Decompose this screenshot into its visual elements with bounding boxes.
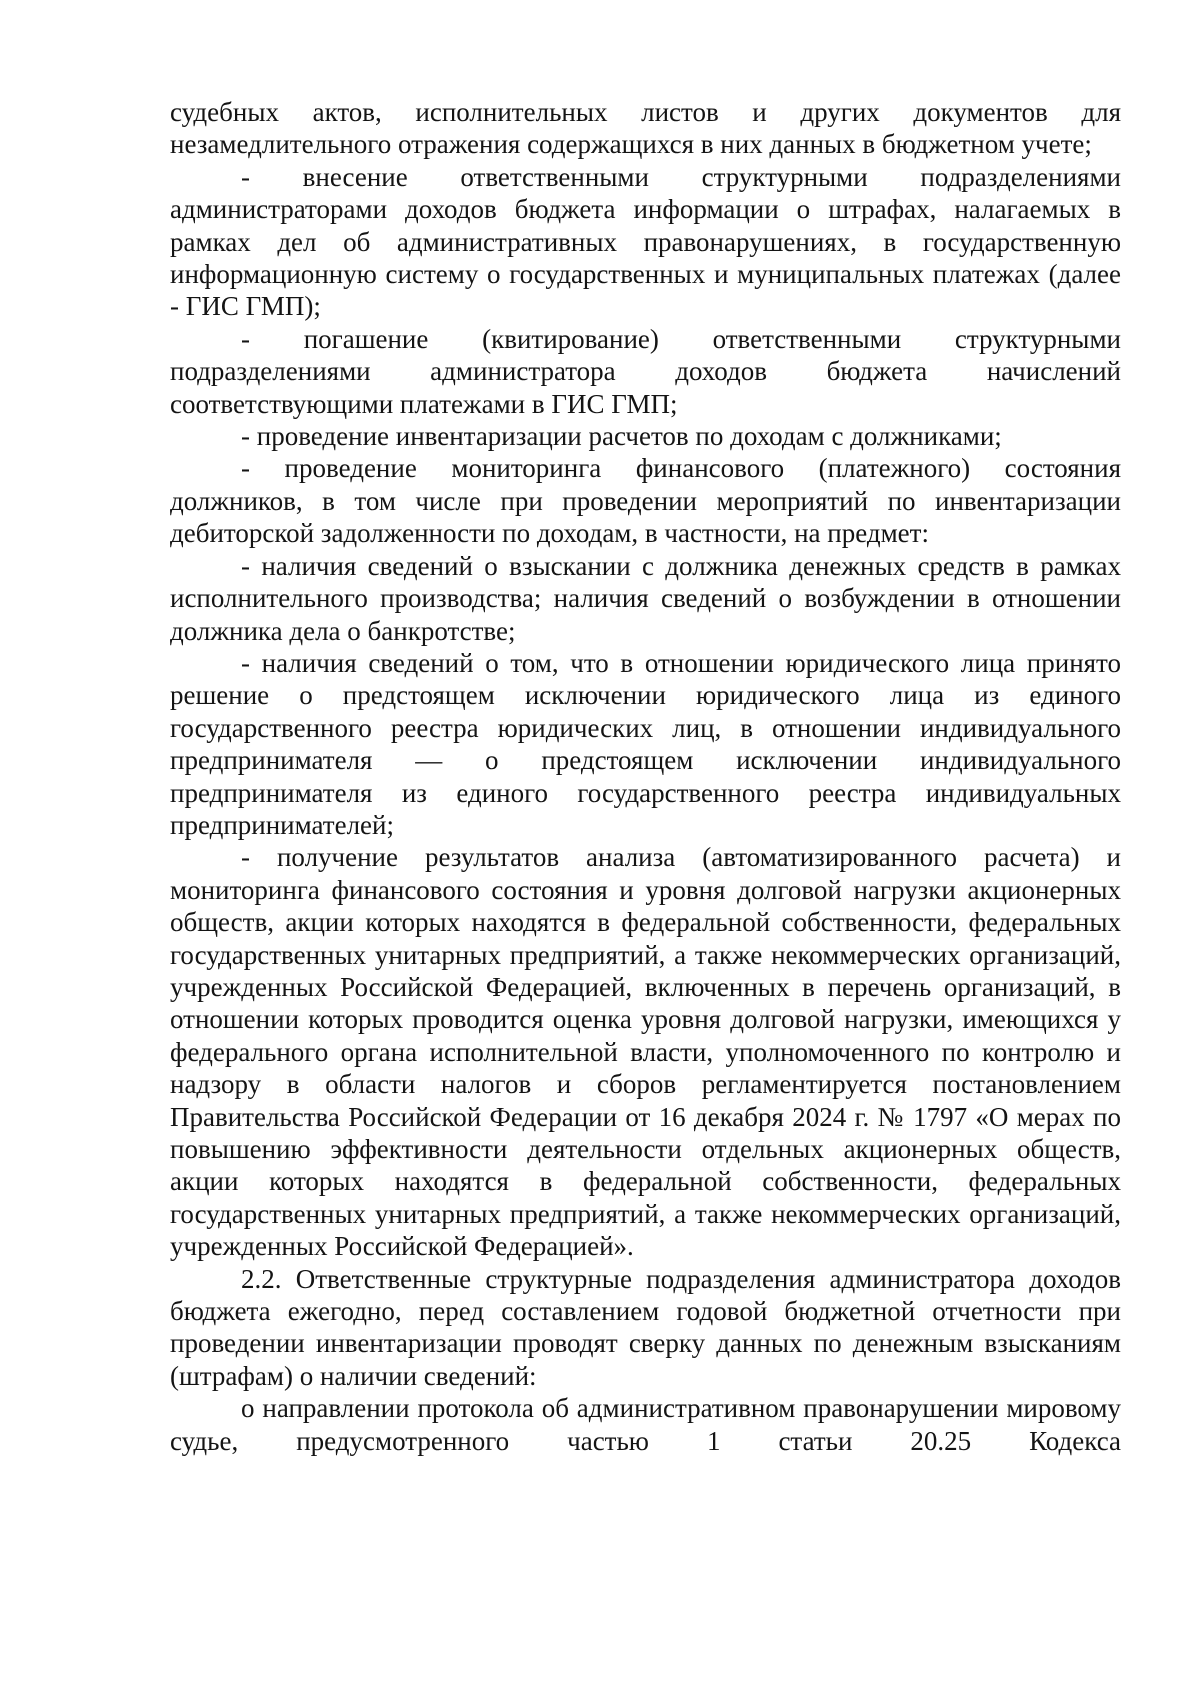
paragraph-monitoring-debtors: - проведение мониторинга финансового (платежного) состояния должников, в том числе при проведении мероприятий по инвентаризации дебиторской задолженности по доходам, в частности, на предмет: — [170, 453, 1121, 549]
paragraph-inventory-debtors: - проведение инвентаризации расчетов по доходам с должниками; — [241, 421, 1002, 452]
paragraph-settlement-quittance: - погашение (квитирование) ответственными структурными подразделениями администратора доходов бюджета начислений соответствующими платежами в ГИС ГМП; — [170, 323, 1121, 419]
paragraph-enforcement-bankruptcy: - наличия сведений о взыскании с должника денежных средств в рамках исполнительного производства; наличия сведений о возбуждении в отношении должника дела о банкротстве; — [170, 550, 1121, 646]
paragraph-register-exclusion: - наличия сведений о том, что в отношении юридического лица принято решение о предстоящем исключении юридического лица из единого государственного реестра юридических лиц, в отношении индивидуального предпринимателя — о предстоящем исключении индивидуального предпринимателя из единого государственного реестра индивидуальных предпринимателей; — [170, 647, 1121, 840]
paragraph-court-documents: судебных актов, исполнительных листов и других документов для незамедлительного отражения содержащихся в них данных в бюджетном учете; — [170, 97, 1121, 160]
paragraph-debt-load-analysis: - получение результатов анализа (автоматизированного расчета) и мониторинга финансового состояния и уровня долговой нагрузки акционерных обществ, акции которых находятся в федеральной собственности, федеральных государственных унитарных предприятий, а также некоммерческих организаций, учрежденных Российской Федерацией, включенных в перечень организаций, в отношении которых проводится оценка уровня долговой нагрузки, имеющихся у федерального органа исполнительной власти, уполномоченного по контролю и надзору в области налогов и сборов регламентируется постановлением Правительства Российской Федерации от 16 декабря 2024 г. № 1797 «О мерах по повышению эффективности деятельности отдельных акционерных обществ, акции которых находятся в федеральной собственности, федеральных государственных унитарных предприятий, а также некоммерческих организаций, учрежденных Российской Федерацией». — [170, 842, 1121, 1262]
paragraph-protocol-direction: о направлении протокола об административном правонарушении мировому судье, предусмотренного частью 1 статьи 20.25 Кодекса — [170, 1393, 1121, 1456]
document-page — [170, 96, 1121, 1457]
section-2-2-paragraph: 2.2. Ответственные структурные подразделения администратора доходов бюджета ежегодно, перед составлением годовой бюджетной отчетности при проведении инвентаризации проводят сверку данных по денежным взысканиям (штрафам) о наличии сведений: — [170, 1263, 1121, 1391]
paragraph-fines-gis-gmp: - внесение ответственными структурными подразделениями администраторами доходов бюджета информации о штрафах, налагаемых в рамках дел об административных правонарушениях, в государственную информационную систему о государственных и муниципальных платежах (далее - ГИС ГМП); — [170, 161, 1121, 322]
